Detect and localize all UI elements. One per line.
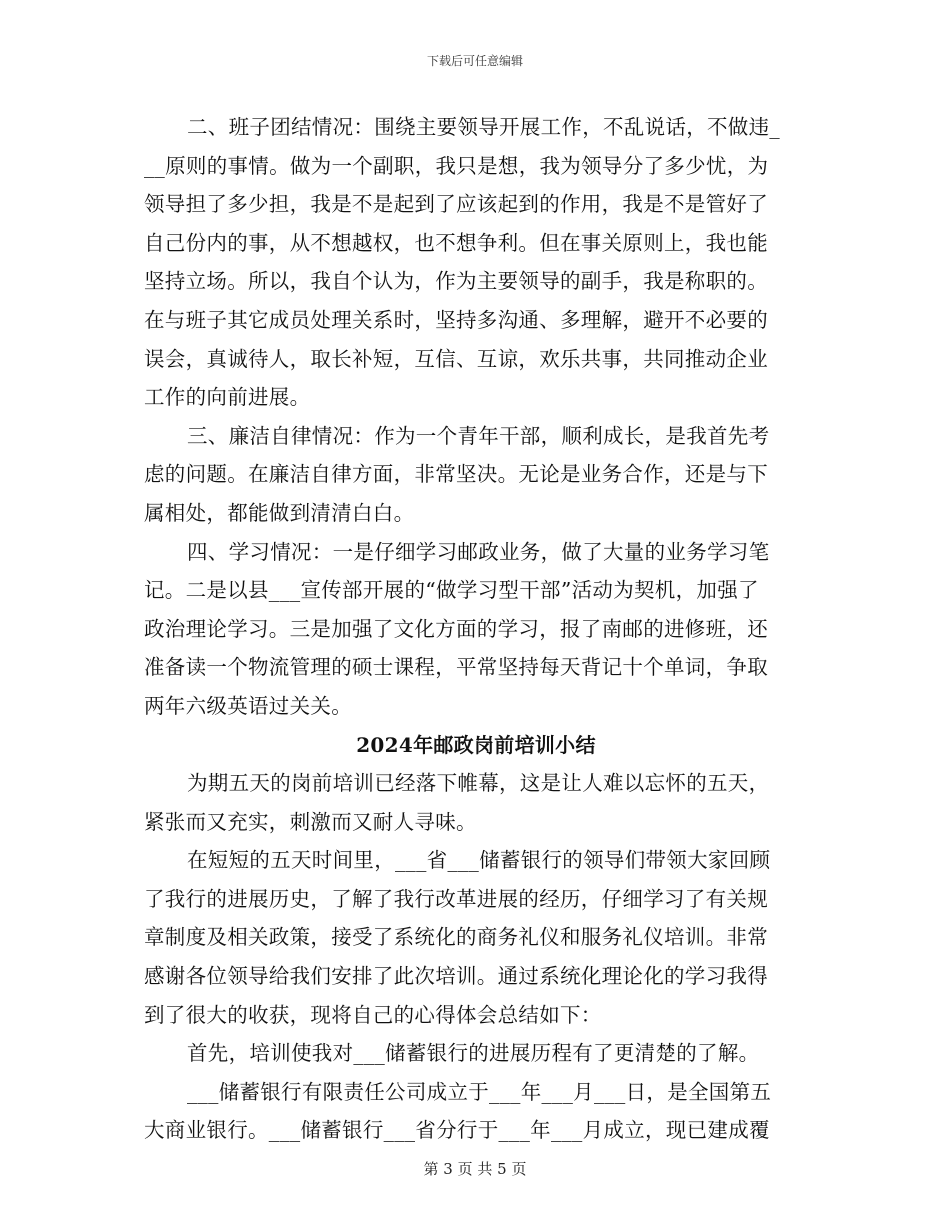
- paragraph-line: 首先，培训使我对___储蓄银行的进展历程有了更清楚的了解。: [187, 1041, 760, 1066]
- paragraph-line: 属相处，都能做到清清白白。: [144, 500, 415, 525]
- paragraph-line: 准备读一个物流管理的硕士课程，平常坚持每天背记十个单词，争取: [144, 655, 768, 680]
- page-header: 下载后可任意编辑: [426, 54, 523, 68]
- section-title: 2024年邮政岗前培训小结: [356, 732, 596, 757]
- paragraph-line: 工作的向前进展。: [144, 385, 311, 410]
- paragraph-line: 二、班子团结情况：围绕主要领导开展工作，不乱说话，不做违_: [187, 115, 780, 139]
- paragraph-line: 了我行的进展历史，了解了我行改革进展的经历，仔细学习了有关规: [144, 886, 768, 911]
- paragraph-line: 误会，真诚待人，取长补短，互信、互谅，欢乐共事，共同推动企业: [144, 346, 768, 371]
- paragraph-line: 在短短的五天时间里，___省___储蓄银行的领导们带领大家回顾: [187, 848, 771, 873]
- paragraph-line: 四、学习情况：一是仔细学习邮政业务，做了大量的业务学习笔: [187, 539, 770, 564]
- paragraph-line: 虑的问题。在廉洁自律方面，非常坚决。无论是业务合作，还是与下: [144, 462, 768, 487]
- paragraph-line: ___储蓄银行有限责任公司成立于___年___月___日，是全国第五: [187, 1079, 772, 1104]
- paragraph-line: 感谢各位领导给我们安排了此次培训。通过系统化理论化的学习我得: [144, 964, 768, 989]
- paragraph-line: 两年六级英语过关关。: [144, 693, 352, 718]
- paragraph-line: 为期五天的岗前培训已经落下帷幕，这是让人难以忘怀的五天，: [187, 771, 770, 796]
- paragraph-line: 大商业银行。___储蓄银行___省分行于___年___月成立，现已建成覆: [144, 1118, 770, 1143]
- document-body: [144, 108, 808, 1150]
- paragraph-line: __原则的事情。做为一个副职，我只是想，我为领导分了多少忧，为: [144, 153, 769, 178]
- paragraph-line: 到了很大的收获，现将自己的心得体会总结如下：: [144, 1002, 602, 1027]
- paragraph-line: 自己份内的事，从不想越权，也不想争利。但在事关原则上，我也能: [144, 230, 768, 255]
- paragraph-line: 坚持立场。所以，我自个认为，作为主要领导的副手，我是称职的。: [144, 269, 768, 294]
- paragraph-line: 三、廉洁自律情况：作为一个青年干部，顺利成长，是我首先考: [187, 423, 770, 448]
- paragraph-line: 章制度及相关政策，接受了系统化的商务礼仪和服务礼仪培训。非常: [144, 925, 768, 950]
- paragraph-line: 领导担了多少担，我是不是起到了应该起到的作用，我是不是管好了: [144, 192, 768, 217]
- paragraph-line: 在与班子其它成员处理关系时，坚持多沟通、多理解，避开不必要的: [144, 307, 768, 332]
- page-footer: 第 3 页 共 5 页: [423, 1160, 527, 1178]
- paragraph-line: 紧张而又充实，刺激而又耐人寻味。: [144, 809, 477, 834]
- paragraph-line: 记。二是以县___宣传部开展的“做学习型干部”活动为契机，加强了: [144, 578, 759, 603]
- paragraph-line: 政治理论学习。三是加强了文化方面的学习，报了南邮的进修班，还: [144, 616, 768, 641]
